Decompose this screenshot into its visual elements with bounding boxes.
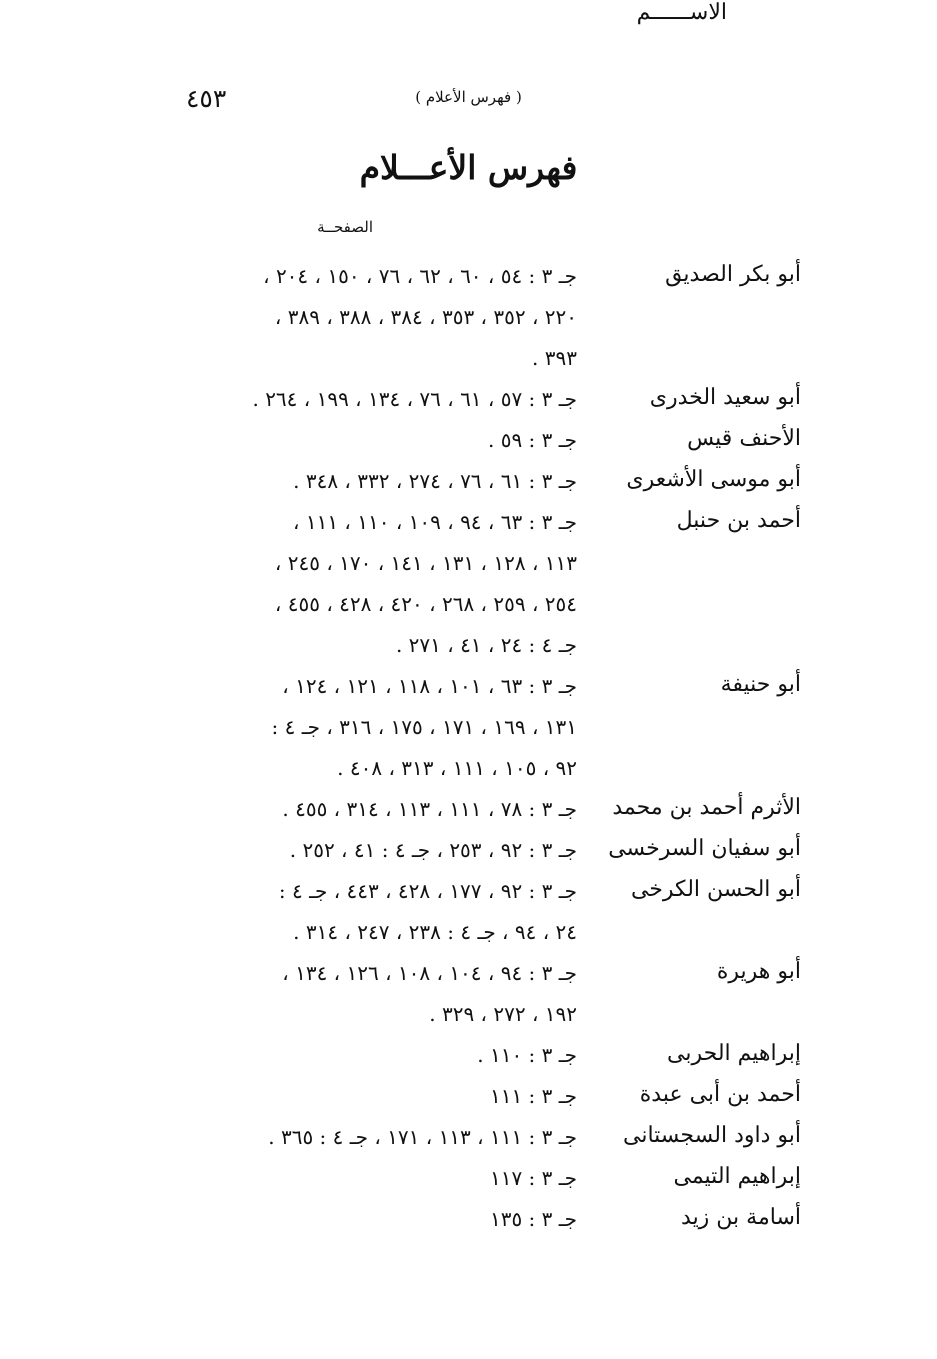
index-row (0, 385, 937, 426)
index-row (0, 1164, 937, 1205)
index-row (0, 1205, 937, 1246)
entry-name: أبو سفيان السرخسى (608, 836, 801, 861)
running-head: ( فهرس الأعلام ) (415, 88, 522, 106)
entry-name: إبراهيم التيمى (673, 1164, 801, 1189)
entry-name: أبو بكر الصديق (665, 262, 801, 287)
entry-pages: جـ ٣ : ٩٢ ، ٢٥٣ ، جـ ٤ : ٤١ ، ٢٥٢ . (289, 838, 577, 862)
entry-pages: جـ ٤ : ٢٤ ، ٤١ ، ٢٧١ . (395, 633, 577, 657)
index-row (0, 1123, 937, 1164)
index-row (0, 754, 937, 795)
entry-pages: ٢٥٤ ، ٢٥٩ ، ٢٦٨ ، ٤٢٠ ، ٤٢٨ ، ٤٥٥ ، (274, 592, 577, 616)
index-row (0, 795, 937, 836)
index-row (0, 1041, 937, 1082)
entry-name: أبو موسى الأشعرى (626, 467, 801, 492)
page-title: فهرس الأعـــلام (359, 148, 578, 187)
entry-name: أحمد بن أبى عبدة (639, 1082, 801, 1107)
entry-pages: ٢٤ ، ٩٤ ، جـ ٤ : ٢٣٨ ، ٢٤٧ ، ٣١٤ . (293, 920, 577, 944)
index-row (0, 959, 937, 1000)
entry-name: الأحنف قيس (687, 426, 801, 451)
entry-pages: ١١٣ ، ١٢٨ ، ١٣١ ، ١٤١ ، ١٧٠ ، ٢٤٥ ، (274, 551, 577, 575)
entry-pages: جـ ٣ : ٦٣ ، ١٠١ ، ١١٨ ، ١٢١ ، ١٢٤ ، (282, 674, 577, 698)
entry-pages: ٣٩٣ . (532, 346, 577, 370)
entry-pages: جـ ٣ : ٧٨ ، ١١١ ، ١١٣ ، ٣١٤ ، ٤٥٥ . (282, 797, 577, 821)
entry-pages: جـ ٣ : ١١٧ (489, 1166, 577, 1190)
index-entries (0, 262, 937, 1246)
index-row (0, 1000, 937, 1041)
entry-name: أبو سعيد الخدرى (649, 385, 801, 410)
index-row (0, 713, 937, 754)
index-row (0, 508, 937, 549)
entry-name: أبو الحسن الكرخى (630, 877, 801, 902)
index-row (0, 918, 937, 959)
index-row (0, 303, 937, 344)
entry-name: إبراهيم الحربى (667, 1041, 801, 1066)
page-number: ٤٥٣ (186, 84, 227, 113)
entry-pages: جـ ٣ : ٦٣ ، ٩٤ ، ١٠٩ ، ١١٠ ، ١١١ ، (293, 510, 577, 534)
entry-pages: جـ ٣ : ٩٤ ، ١٠٤ ، ١٠٨ ، ١٢٦ ، ١٣٤ ، (282, 961, 577, 985)
entry-pages: ٢٢٠ ، ٣٥٢ ، ٣٥٣ ، ٣٨٤ ، ٣٨٨ ، ٣٨٩ ، (274, 305, 577, 329)
entry-pages: جـ ٣ : ٥٤ ، ٦٠ ، ٦٢ ، ٧٦ ، ١٥٠ ، ٢٠٤ ، (263, 264, 577, 288)
index-row (0, 426, 937, 467)
entry-pages: جـ ٣ : ١١١ ، ١١٣ ، ١٧١ ، جـ ٤ : ٣٦٥ . (268, 1125, 577, 1149)
entry-pages: جـ ٣ : ٥٧ ، ٦١ ، ٧٦ ، ١٣٤ ، ١٩٩ ، ٢٦٤ . (252, 387, 577, 411)
entry-pages: جـ ٣ : ٥٩ . (488, 428, 577, 452)
entry-pages: ٩٢ ، ١٠٥ ، ١١١ ، ٣١٣ ، ٤٠٨ . (337, 756, 577, 780)
entry-name: أسامة بن زيد (681, 1205, 801, 1230)
entry-name: أبو داود السجستانى (623, 1123, 801, 1148)
entry-pages: ١٣١ ، ١٦٩ ، ١٧١ ، ١٧٥ ، ٣١٦ ، جـ ٤ : (271, 715, 577, 739)
index-row (0, 344, 937, 385)
entry-name: أحمد بن حنبل (676, 508, 801, 533)
index-row (0, 672, 937, 713)
index-row (0, 631, 937, 672)
index-row (0, 549, 937, 590)
index-row (0, 467, 937, 508)
entry-name: أبو هريرة (716, 959, 801, 984)
column-header-name: الاســــــم (636, 0, 727, 25)
entry-name: الأثرم أحمد بن محمد (612, 795, 801, 820)
index-row (0, 262, 937, 303)
entry-pages: جـ ٣ : ٩٢ ، ١٧٧ ، ٤٢٨ ، ٤٤٣ ، جـ ٤ : (278, 879, 577, 903)
index-row (0, 590, 937, 631)
entry-pages: جـ ٣ : ١١١ (489, 1084, 577, 1108)
index-row (0, 1082, 937, 1123)
index-row (0, 877, 937, 918)
entry-pages: جـ ٣ : ١١٠ . (477, 1043, 577, 1067)
index-row (0, 836, 937, 877)
entry-pages: جـ ٣ : ٦١ ، ٧٦ ، ٢٧٤ ، ٣٣٢ ، ٣٤٨ . (293, 469, 577, 493)
entry-pages: ١٩٢ ، ٢٧٢ ، ٣٢٩ . (429, 1002, 577, 1026)
column-header-page: الصفحــة (317, 218, 373, 236)
entry-pages: جـ ٣ : ١٣٥ (489, 1207, 577, 1231)
entry-name: أبو حنيفة (720, 672, 801, 697)
